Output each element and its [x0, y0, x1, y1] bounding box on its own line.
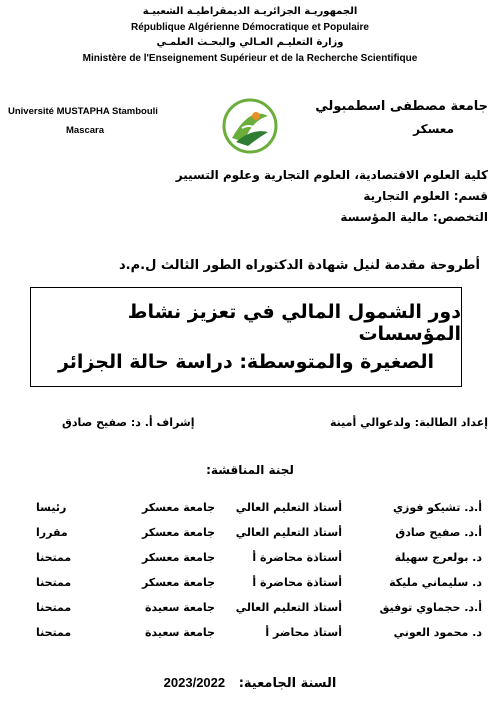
- ministry-french: Ministère de l'Enseignement Supérieur et de la Recherche Scientifique: [82, 53, 418, 64]
- academic-year-value: 2023/2022: [163, 675, 226, 690]
- member-name: أ.د. صفيح صادق: [395, 526, 482, 539]
- member-rank: أستاذ التعليم العالي: [235, 601, 342, 614]
- thesis-title-line-2: الصغيرة والمتوسطة: دراسة حالة الجزائر: [57, 351, 435, 373]
- university-name-arabic: جامعة مصطفى اسطمبولي: [315, 99, 488, 114]
- thesis-title-box: [30, 287, 462, 387]
- university-city-arabic: معسكر: [413, 122, 454, 136]
- member-name: د. بولعرج سهيلة: [394, 551, 482, 564]
- member-role: رئيسا: [36, 501, 67, 514]
- specialty-name: التخصص: مالية المؤسسة: [340, 210, 488, 224]
- republic-arabic: الجمهوريـة الجزائريـة الديمقراطيـة الشعبيـة: [142, 6, 358, 17]
- member-role: ممتحنا: [36, 551, 72, 564]
- university-name-french: Université MUSTAPHA Stambouli: [8, 106, 158, 117]
- member-rank: أستاذة محاضرة أ: [252, 551, 342, 564]
- republic-french: République Algérienne Démocratique et Populaire: [130, 22, 369, 33]
- member-university: جامعة معسكر: [141, 576, 215, 589]
- member-university: جامعة معسكر: [141, 526, 215, 539]
- committee-row: [0, 551, 500, 571]
- member-name: د. سليماني مليكة: [389, 576, 482, 589]
- academic-year: [0, 675, 500, 691]
- academic-year-label: السنة الجامعية:: [238, 676, 337, 691]
- department-name: قسم: العلوم التجارية: [363, 189, 488, 203]
- member-name: أ.د. تشيكو فوزي: [392, 501, 482, 514]
- committee-row: [0, 576, 500, 596]
- member-rank: أستاذ محاضر أ: [265, 626, 342, 639]
- member-role: مقررا: [36, 526, 68, 539]
- member-rank: أستاذ التعليم العالي: [235, 526, 342, 539]
- committee-row: [0, 601, 500, 621]
- member-role: ممتحنا: [36, 601, 72, 614]
- university-logo: [222, 98, 278, 154]
- ministry-arabic: وزارة التعليـم العـالي والبحـث العلمـي: [156, 37, 344, 48]
- supervisor-name: إشراف أ. د: صفيح صادق: [62, 416, 195, 429]
- member-name: د. محمود العوني: [393, 626, 482, 639]
- thesis-intro: أطروحة مقدمة لنيل شهادة الدكتوراه الطور الثالث ل.م.د: [119, 258, 480, 273]
- thesis-title-line-1: دور الشمول المالي في تعزيز نشاط المؤسسات: [127, 301, 461, 345]
- student-name: إعداد الطالبة: ولدعوالي أمينة: [330, 416, 488, 429]
- member-name: أ.د. حجماوي توفيق: [379, 601, 482, 614]
- member-university: جامعة معسكر: [141, 501, 215, 514]
- member-university: جامعة سعيدة: [145, 601, 215, 614]
- committee-heading: لجنة المناقشة:: [206, 463, 294, 477]
- member-rank: أستاذة محاضرة أ: [252, 576, 342, 589]
- member-university: جامعة معسكر: [141, 551, 215, 564]
- faculty-name: كلية العلوم الاقتصادية، العلوم التجارية وعلوم التسيير: [175, 168, 488, 182]
- member-role: ممتحنا: [36, 626, 72, 639]
- committee-row: [0, 526, 500, 546]
- committee-row: [0, 501, 500, 521]
- member-rank: أستاذ التعليم العالي: [235, 501, 342, 514]
- university-city-french: Mascara: [66, 125, 105, 136]
- committee-row: [0, 626, 500, 646]
- member-university: جامعة سعيدة: [145, 626, 215, 639]
- member-role: ممتحنا: [36, 576, 72, 589]
